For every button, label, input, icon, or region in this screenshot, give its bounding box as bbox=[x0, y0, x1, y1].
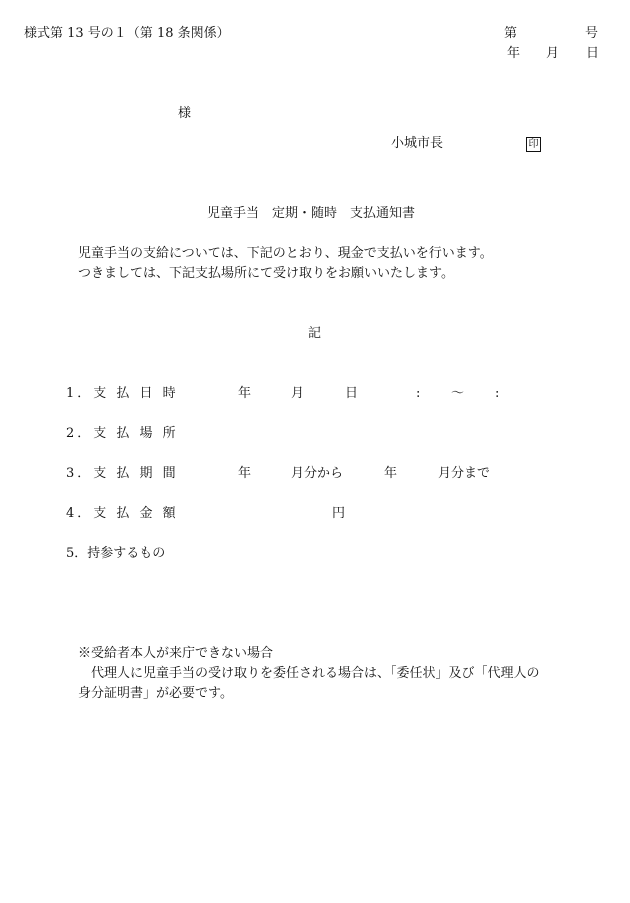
item-bring-label: 5．持参するもの bbox=[66, 546, 166, 561]
item-period-year-to: 年 bbox=[384, 466, 398, 481]
form-number: 様式第 13 号の１（第 18 条関係） bbox=[24, 26, 230, 41]
body-line-2: つきましては、下記支払場所にて受け取りをお願いいたします。 bbox=[78, 266, 454, 281]
recipient-honorific: 様 bbox=[178, 106, 192, 121]
item-date-colon-end: : bbox=[495, 386, 500, 401]
item-date-month: 月 bbox=[291, 386, 305, 401]
item-period-month-from: 月分から bbox=[291, 466, 344, 481]
doc-number-prefix: 第 bbox=[504, 26, 518, 41]
body-line-1: 児童手当の支給については、下記のとおり、現金で支払いを行います。 bbox=[78, 246, 493, 261]
document-title: 児童手当 定期・随時 支払通知書 bbox=[207, 206, 416, 221]
note-line-2: 身分証明書」が必要です。 bbox=[78, 686, 233, 701]
note-line-1: 代理人に児童手当の受け取りを委任される場合は、「委任状」及び「代理人の bbox=[91, 666, 540, 681]
note-heading: ※受給者本人が来庁できない場合 bbox=[78, 646, 274, 661]
item-amount-label: 4．支 払 金 額 bbox=[66, 506, 179, 521]
date-day: 日 bbox=[586, 46, 600, 61]
date-year: 年 bbox=[507, 46, 521, 61]
item-date-year: 年 bbox=[238, 386, 252, 401]
item-date-tilde: 〜 bbox=[451, 386, 465, 401]
seal-stamp bbox=[526, 135, 541, 153]
seal-mark: 印 bbox=[526, 137, 541, 152]
item-place-label: 2．支 払 場 所 bbox=[66, 426, 179, 441]
item-date-colon-start: : bbox=[416, 386, 421, 401]
item-amount-yen: 円 bbox=[332, 506, 346, 521]
sender-name: 小城市長 bbox=[391, 136, 444, 151]
item-period-month-to: 月分まで bbox=[438, 466, 491, 481]
item-date-label: 1．支 払 日 時 bbox=[66, 386, 179, 401]
ki-mark: 記 bbox=[308, 326, 322, 341]
date-month: 月 bbox=[546, 46, 560, 61]
item-date-day: 日 bbox=[345, 386, 359, 401]
item-period-label: 3．支 払 期 間 bbox=[66, 466, 179, 481]
item-period-year-from: 年 bbox=[238, 466, 252, 481]
doc-number-suffix: 号 bbox=[585, 26, 599, 41]
